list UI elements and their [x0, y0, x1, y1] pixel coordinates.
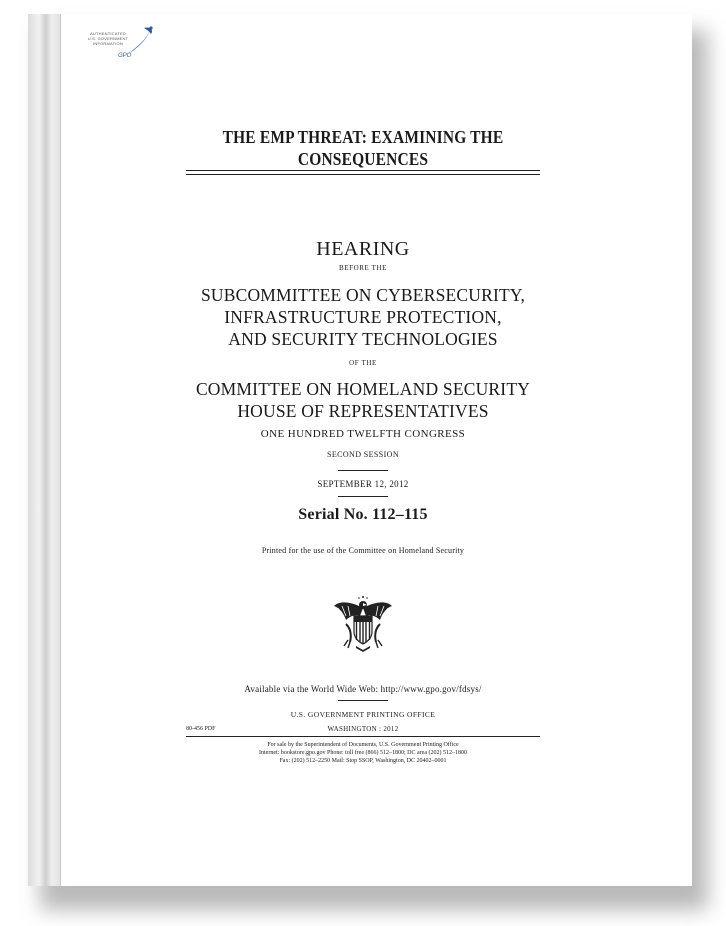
- logo-gpo-text: GPO: [118, 53, 132, 59]
- committee-line-1: COMMITTEE ON HOMELAND SECURITY: [195, 379, 531, 399]
- subcommittee-line-1: SUBCOMMITTEE ON CYBERSECURITY,: [200, 285, 526, 305]
- place-and-year: WASHINGTON : 2012: [327, 725, 399, 733]
- eagle-seal-icon: [332, 594, 394, 654]
- subcommittee-line-2: INFRASTRUCTURE PROTECTION,: [224, 307, 502, 327]
- date-rule-bottom: [338, 496, 388, 497]
- date-rule-top: [338, 470, 388, 471]
- congress-label: ONE HUNDRED TWELFTH CONGRESS: [260, 428, 466, 440]
- office-rule: [338, 700, 388, 701]
- title-line-1: THE EMP THREAT: EXAMINING THE: [222, 127, 504, 147]
- sales-line-3: Fax: (202) 512–2250 Mail: Stop SSOP, Washington, DC 20402–0001: [279, 758, 447, 764]
- hearing-date: SEPTEMBER 12, 2012: [317, 479, 409, 489]
- committee-line-2: HOUSE OF REPRESENTATIVES: [237, 401, 489, 421]
- title-double-rule: [186, 170, 540, 175]
- committee-name: [186, 378, 540, 422]
- hearing-heading: HEARING: [316, 238, 410, 260]
- hearing-title: [211, 126, 515, 170]
- logo-text-line: U.S. GOVERNMENT: [87, 36, 129, 41]
- logo-text-line: AUTHENTICATED: [90, 31, 126, 36]
- sales-line-2: Internet: bookstore.gpo.gov Phone: toll free (866) 512–1800; DC area (202) 512–1800: [259, 750, 467, 756]
- session-label: SECOND SESSION: [326, 450, 400, 459]
- document-number: 80-456 PDF: [186, 726, 216, 732]
- document-page: [28, 14, 692, 886]
- footer-rule: [186, 736, 540, 737]
- binding-spine: [28, 14, 61, 886]
- title-line-2: CONSEQUENCES: [297, 149, 429, 169]
- of-the-label: OF THE: [349, 359, 377, 367]
- subcommittee-line-3: AND SECURITY TECHNOLOGIES: [228, 329, 498, 349]
- printing-office-name: U.S. GOVERNMENT PRINTING OFFICE: [290, 710, 436, 719]
- serial-number: Serial No. 112–115: [298, 506, 428, 523]
- sales-info: [186, 741, 540, 765]
- logo-text-line: INFORMATION: [93, 41, 123, 46]
- web-availability-note: Available via the World Wide Web: http://www.gpo.gov/fdsys/: [244, 684, 482, 694]
- before-the-label: BEFORE THE: [338, 264, 388, 272]
- subcommittee-name: [186, 284, 540, 350]
- sales-line-1: For sale by the Superintendent of Documents, U.S. Government Printing Office: [267, 742, 459, 748]
- printed-for-note: Printed for the use of the Committee on Homeland Security: [261, 546, 465, 555]
- gpo-authenticated-logo: [80, 22, 158, 68]
